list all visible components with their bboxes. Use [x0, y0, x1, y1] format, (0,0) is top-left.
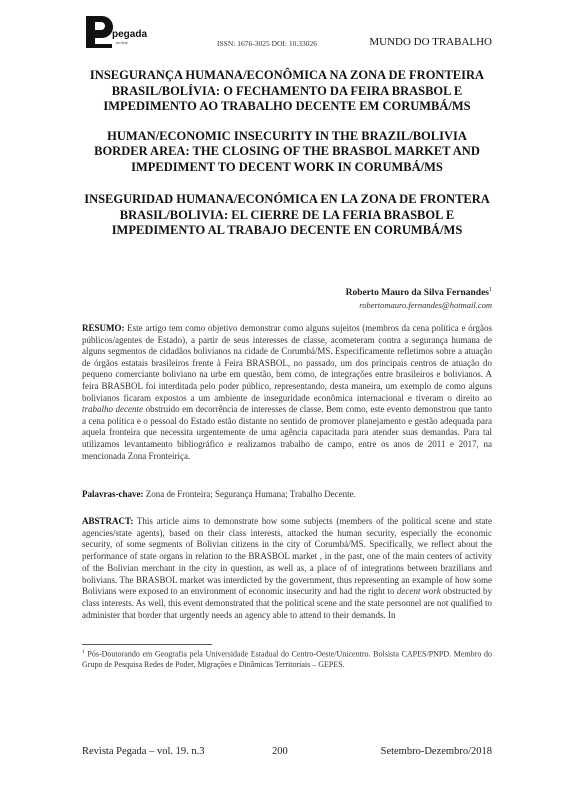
title-spanish: INSEGURIDAD HUMANA/ECONÓMICA EN LA ZONA DE FRONTERA BRASIL/BOLIVIA: EL CIERRE DE LA FERIA BRASBOL E IMPEDIMENTO AL TRABAJO DECENTE EN CORUMBÁ/MS: [84, 192, 490, 237]
footnote-mark: 1: [82, 649, 85, 655]
resumo-emphasis: trabalho decente: [82, 404, 144, 415]
title-block: [82, 68, 492, 239]
abstract-paragraph: [82, 516, 492, 621]
author-footnote-mark: 1: [489, 287, 492, 293]
logo-subtitle: on line: [116, 40, 128, 45]
logo-wordmark: pegada: [112, 29, 148, 40]
page-footer: [82, 746, 492, 760]
footer-journal: Revista Pegada – vol. 19. n.3: [82, 746, 205, 757]
page-number: 200: [272, 746, 288, 757]
keywords-paragraph: [82, 489, 492, 501]
page-header: [82, 14, 492, 54]
keywords-text: Zona de Fronteira; Segurança Humana; Trabalho Decente.: [143, 489, 356, 499]
resumo-paragraph: [82, 323, 492, 462]
abstract-emphasis: decent work: [396, 586, 441, 597]
resumo-text-2: obstruído em decorrência de interesses de classe. Bem como, este evento demonstrou que tanto a cena política e o pessoal do Estado estão distante no sentido de promover planejamento e gestão adequada para aquela fronteira que necessita urgentemente de uma agência capacitada para atender suas demandas. Para tal utilizamos levantamento bibliográfico e realizamos trabalho de campo, entre os anos de 2011 e 2017, na mencionada Zona Fronteiriça.: [82, 404, 492, 461]
abstract-text-1: This article aims to demonstrate how some subjects (members of the political scene and state agencies/state agents), based on their class interests, attacked the human security, especially the economic security, of some segments of Bolivian citizens in the city of Corumbá/MS. Specifically, we reflect about the performance of state organs in relation to the BRASBOL market , in the past, one of the main centers of activity of the Bolivian merchant in the city in question, as well as, a place of of integrations between brazilians and bolivians. The BRASBOL market was interdicted by the government, thus representing an example of how some Bolivians were exposed to an environment of economic insecurity and had the right to: [82, 516, 492, 597]
resumo-label: RESUMO:: [82, 323, 125, 333]
footer-period: Setembro-Dezembro/2018: [380, 746, 492, 757]
author-name-text: Roberto Mauro da Silva Fernandes: [345, 288, 489, 299]
pegada-logo: [82, 14, 152, 54]
author-name: [346, 287, 492, 298]
footnote-divider: [82, 644, 212, 645]
abstract-label: ABSTRACT:: [82, 516, 134, 526]
keywords-label: Palavras-chave:: [82, 489, 144, 499]
abstract-text-2: obstructed by class interests. As well, this event demonstrated that the political scene and the state personnel are not qualified to administer that border that urgently needs an agency able to attend to their demands. In: [82, 586, 492, 620]
journal-section: MUNDO DO TRABALHO: [369, 36, 492, 48]
issn-doi: ISSN: 1676-3025 DOI: 10.33026: [217, 39, 318, 48]
footnote: [82, 647, 492, 671]
title-english: HUMAN/ECONOMIC INSECURITY IN THE BRAZIL/BOLIVIA BORDER AREA: THE CLOSING OF THE BRASBOL MARKET AND IMPEDIMENT TO DECENT WORK IN CORUMBÁ/MS: [94, 128, 480, 174]
resumo-text-1: Este artigo tem como objetivo demonstrar como alguns sujeitos (membros da cena política e órgãos públicos/agentes de Estado), a partir de seus interesses de classe, acometeram contra a segurança humana de alguns segmentos de cidadãos bolivianos na cidade de Corumbá/MS. Especificamente refletimos sobre a atuação de órgãos estatais brasileiros frente à Feira BRASBOL, no passado, um dos principais centros de atuação do pequeno comerciante boliviano na urbe em questão, bem como, de integrações entre brasileiros e bolivianos. A feira BRASBOL foi interditada pelo poder público, representando, desta maneira, um exemplo de como alguns bolivianos ficaram expostos a um ambiente de inseguridade econômica internacional e tiveram o direito ao: [82, 323, 492, 403]
footnote-text: Pós-Doutorando em Geografia pela Universidade Estadual do Centro-Oeste/Unicentro. Bolsista CAPES/PNPD. Membro do Grupo de Pesquisa Redes de Poder, Migrações e Dinâmicas Territoriais – GEPES.: [82, 649, 492, 670]
title-portuguese: INSEGURANÇA HUMANA/ECONÔMICA NA ZONA DE FRONTEIRA BRASIL/BOLÍVIA: O FECHAMENTO DA FEIRA BRASBOL E IMPEDIMENTO AO TRABALHO DECENTE EM CORUMBÁ/MS: [89, 68, 485, 113]
author-email: robertomauro.fernandes@hotmail.com: [359, 300, 492, 310]
